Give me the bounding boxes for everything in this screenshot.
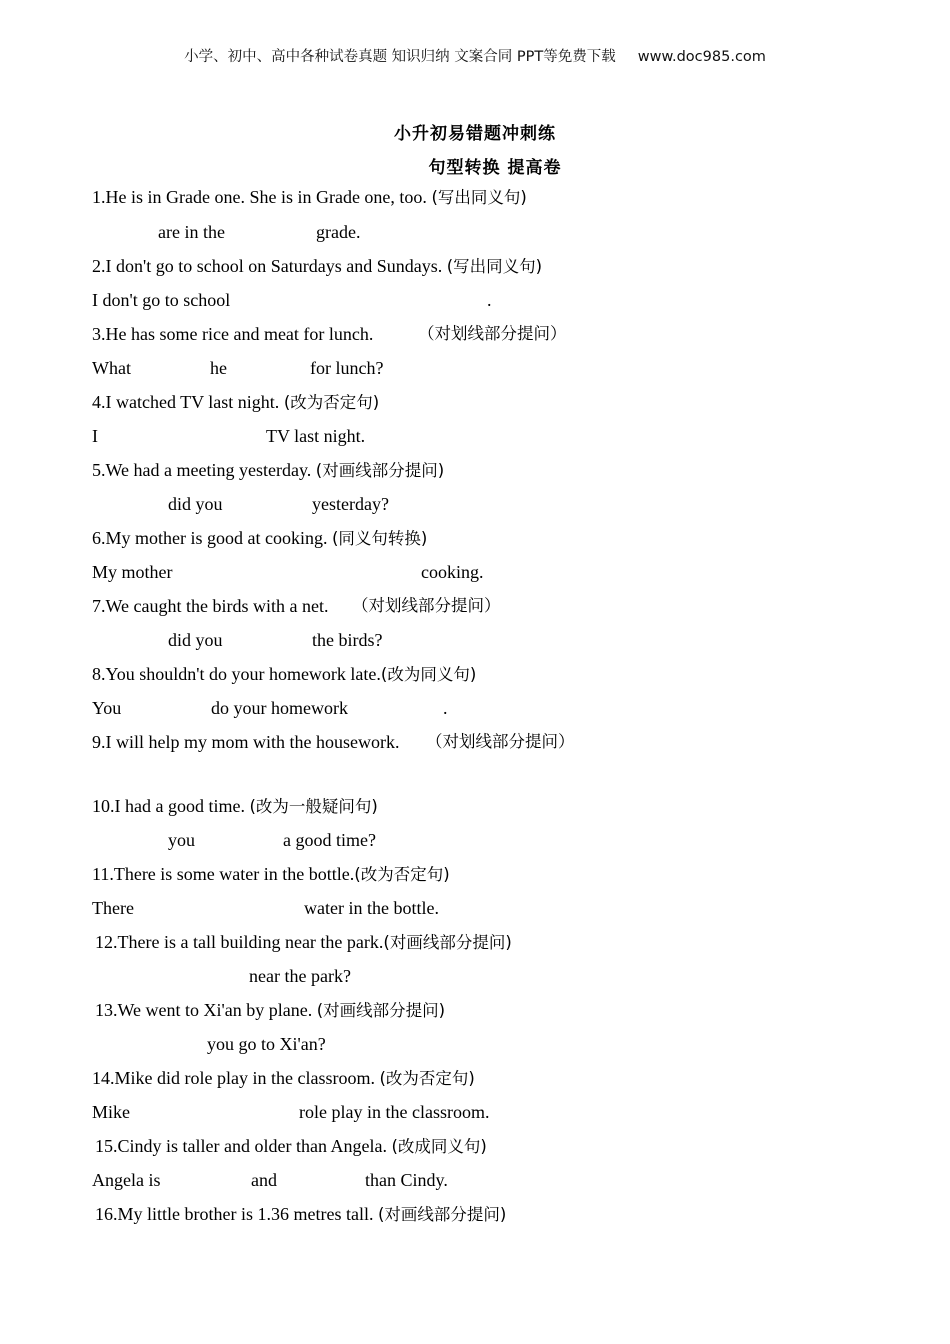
answer-11-part-2: water in the bottle. <box>304 898 439 918</box>
answer-15-part-3: than Cindy. <box>365 1170 448 1190</box>
answer-5-part-2: yesterday? <box>312 494 389 514</box>
answer-13-part-1: you go to Xi'an? <box>207 1034 326 1054</box>
answer-14-part-2: role play in the classroom. <box>299 1102 490 1122</box>
answer-10-part-1: you <box>168 830 195 850</box>
question-10: 10.I had a good time. (改为一般疑问句) <box>92 796 378 816</box>
question-3-note: （对划线部分提问） <box>418 324 567 343</box>
answer-10-part-2: a good time? <box>283 830 376 850</box>
answer-3-part-1: What <box>92 358 131 378</box>
answer-3-part-3: for lunch? <box>310 358 384 378</box>
answer-4-part-1: I <box>92 426 98 446</box>
page-subtitle: 句型转换 提高卷 <box>428 158 562 178</box>
question-1: 1.He is in Grade one. She is in Grade one, too. (写出同义句) <box>92 187 527 207</box>
question-7-note: （对划线部分提问） <box>352 596 501 615</box>
answer-8-part-3: . <box>443 698 448 718</box>
answer-15-part-1: Angela is <box>92 1170 161 1190</box>
question-2: 2.I don't go to school on Saturdays and Sundays. (写出同义句) <box>92 256 543 276</box>
question-7: 7.We caught the birds with a net. <box>92 596 329 616</box>
answer-1-part-1: are in the <box>158 222 225 242</box>
answer-7-part-1: did you <box>168 630 223 650</box>
answer-12-part-1: near the park? <box>249 966 351 986</box>
answer-7-part-2: the birds? <box>312 630 383 650</box>
answer-6-part-2: cooking. <box>421 562 484 582</box>
answer-2-part-1: I don't go to school <box>92 290 231 310</box>
answer-6-part-1: My mother <box>92 562 173 582</box>
answer-14-part-1: Mike <box>92 1102 130 1122</box>
header-text: 小学、初中、高中各种试卷真题 知识归纳 文案合同 PPT等免费下载 <box>184 49 616 65</box>
page-title: 小升初易错题冲刺练 <box>394 124 556 144</box>
question-3: 3.He has some rice and meat for lunch. <box>92 324 374 344</box>
question-15: 15.Cindy is taller and older than Angela. (改成同义句) <box>95 1136 487 1156</box>
answer-2-part-2: . <box>487 290 492 310</box>
answer-5-part-1: did you <box>168 494 223 514</box>
answer-8-part-1: You <box>92 698 122 718</box>
question-12: 12.There is a tall building near the park.(对画线部分提问) <box>95 932 512 952</box>
question-9-note: （对划线部分提问） <box>426 732 575 751</box>
question-13: 13.We went to Xi'an by plane. (对画线部分提问) <box>95 1000 446 1020</box>
header-site: www.doc985.com <box>637 49 766 65</box>
question-4: 4.I watched TV last night. (改为否定句) <box>92 392 380 412</box>
question-5: 5.We had a meeting yesterday. (对画线部分提问) <box>92 460 445 480</box>
question-8: 8.You shouldn't do your homework late.(改为同义句) <box>92 664 477 684</box>
answer-11-part-1: There <box>92 898 134 918</box>
answer-15-part-2: and <box>251 1170 277 1190</box>
question-6: 6.My mother is good at cooking. (同义句转换) <box>92 528 428 548</box>
answer-1-part-2: grade. <box>316 222 361 242</box>
question-9: 9.I will help my mom with the housework. <box>92 732 400 752</box>
question-16: 16.My little brother is 1.36 metres tall. (对画线部分提问) <box>95 1204 507 1224</box>
page-header <box>0 45 950 66</box>
answer-8-part-2: do your homework <box>211 698 348 718</box>
question-11: 11.There is some water in the bottle.(改为否定句) <box>92 864 450 884</box>
answer-4-part-2: TV last night. <box>266 426 366 446</box>
question-14: 14.Mike did role play in the classroom. (改为否定句) <box>92 1068 475 1088</box>
answer-3-part-2: he <box>210 358 227 378</box>
